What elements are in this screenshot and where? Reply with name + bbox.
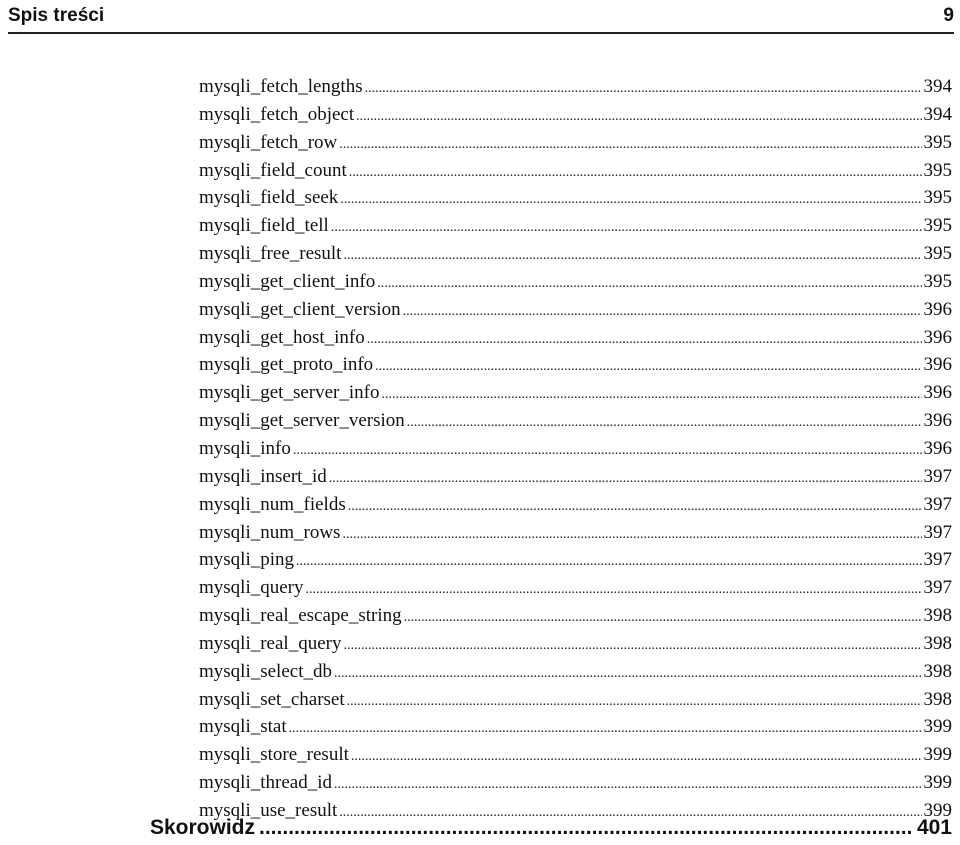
toc-entry-page: 397 (923, 577, 952, 599)
toc-list (199, 74, 952, 826)
toc-entry[interactable] (199, 464, 952, 492)
dot-leader (331, 215, 922, 241)
toc-entry[interactable] (199, 436, 952, 464)
toc-entry-page: 399 (923, 772, 952, 794)
dot-leader (348, 494, 922, 520)
toc-entry-label: mysqli_ping (199, 549, 295, 571)
toc-entry-label: mysqli_field_count (199, 159, 347, 181)
toc-entry-page: 397 (923, 465, 952, 487)
toc-entry-label: mysqli_query (199, 577, 304, 599)
toc-entry-page: 395 (923, 243, 952, 265)
dot-leader (367, 327, 922, 353)
toc-entry-page: 396 (923, 410, 952, 432)
dot-leader (381, 382, 921, 408)
dot-leader (365, 76, 922, 102)
toc-entry-page: 398 (923, 660, 952, 682)
dot-leader (351, 744, 922, 770)
dot-leader (296, 549, 921, 575)
toc-entry[interactable] (199, 520, 952, 548)
header-title: Spis treści (8, 5, 105, 26)
toc-entry-page: 395 (923, 159, 952, 181)
toc-entry[interactable] (199, 603, 952, 631)
dot-leader (375, 354, 921, 380)
toc-entry-page: 394 (923, 76, 952, 97)
toc-entry-label: mysqli_field_seek (199, 187, 339, 209)
dot-leader (293, 438, 922, 464)
toc-entry[interactable] (199, 687, 952, 715)
toc-entry[interactable] (199, 352, 952, 380)
toc-entry-label: mysqli_get_proto_info (199, 354, 374, 376)
toc-entry[interactable] (199, 770, 952, 798)
dot-leader (342, 522, 921, 548)
toc-entry-label: mysqli_get_host_info (199, 326, 365, 348)
dot-leader (377, 271, 921, 297)
toc-entry-page: 396 (923, 326, 952, 348)
toc-entry-label: mysqli_get_server_info (199, 382, 380, 404)
toc-entry-label: mysqli_fetch_object (199, 103, 355, 125)
toc-entry-label: mysqli_set_charset (199, 688, 345, 710)
toc-entry-label: mysqli_select_db (199, 660, 332, 682)
toc-entry-label: mysqli_stat (199, 716, 287, 738)
dot-leader (407, 410, 922, 436)
toc-entry-page: 399 (923, 744, 952, 766)
dot-leader (306, 577, 922, 603)
toc-entry-label: mysqli_info (199, 437, 291, 459)
toc-entry[interactable] (199, 213, 952, 241)
dot-leader (334, 772, 922, 798)
toc-entry-label: mysqli_free_result (199, 243, 342, 265)
toc-entry[interactable] (199, 547, 952, 575)
toc-entry[interactable] (199, 659, 952, 687)
toc-entry-page: 394 (923, 103, 952, 125)
toc-entry-label: mysqli_get_server_version (199, 410, 405, 432)
toc-entry[interactable] (199, 130, 952, 158)
toc-chapter-row[interactable] (150, 816, 952, 840)
toc-entry-label: mysqli_real_escape_string (199, 605, 402, 627)
toc-entry[interactable] (199, 74, 952, 102)
dot-leader (356, 104, 921, 130)
dot-leader (259, 816, 913, 840)
toc-entry-label: mysqli_fetch_lengths (199, 76, 363, 97)
toc-entry-page: 398 (923, 688, 952, 710)
toc-entry-page: 396 (923, 437, 952, 459)
toc-entry-label: mysqli_insert_id (199, 465, 327, 487)
toc-entry-page: 396 (923, 382, 952, 404)
toc-entry[interactable] (199, 241, 952, 269)
toc-entry[interactable] (199, 575, 952, 603)
dot-leader (334, 661, 922, 687)
toc-entry[interactable] (199, 408, 952, 436)
toc-entry-label: mysqli_real_query (199, 632, 342, 654)
toc-entry-label: mysqli_thread_id (199, 772, 332, 794)
toc-entry-page: 396 (923, 354, 952, 376)
dot-leader (289, 716, 922, 742)
toc-entry[interactable] (199, 631, 952, 659)
dot-leader (339, 132, 921, 158)
toc-entry[interactable] (199, 102, 952, 130)
toc-entry[interactable] (199, 269, 952, 297)
toc-entry[interactable] (199, 158, 952, 186)
toc-entry-label: mysqli_store_result (199, 744, 349, 766)
toc-entry-page: 395 (923, 187, 952, 209)
toc-entry-label: mysqli_get_client_version (199, 298, 401, 320)
toc-entry-label: mysqli_num_fields (199, 493, 346, 515)
toc-entry[interactable] (199, 714, 952, 742)
dot-leader (403, 299, 922, 325)
toc-entry[interactable] (199, 380, 952, 408)
chapter-page: 401 (916, 816, 952, 839)
toc-entry-page: 398 (923, 605, 952, 627)
dot-leader (347, 689, 922, 715)
toc-entry[interactable] (199, 185, 952, 213)
toc-entry-page: 399 (923, 716, 952, 738)
toc-entry-page: 399 (923, 799, 952, 821)
toc-entry-page: 395 (923, 215, 952, 237)
dot-leader (340, 187, 921, 213)
toc-entry[interactable] (199, 325, 952, 353)
toc-entry-label: mysqli_get_client_info (199, 270, 376, 292)
toc-entry-label: mysqli_fetch_row (199, 131, 338, 153)
toc-entry-label: mysqli_num_rows (199, 521, 341, 543)
dot-leader (343, 633, 921, 659)
toc-entry-page: 398 (923, 632, 952, 654)
toc-entry-page: 397 (923, 549, 952, 571)
toc-entry[interactable] (199, 297, 952, 325)
dot-leader (349, 160, 922, 186)
toc-entry-page: 395 (923, 131, 952, 153)
toc-entry-label: mysqli_use_result (199, 799, 338, 821)
toc-entry-page: 395 (923, 270, 952, 292)
dot-leader (343, 243, 921, 269)
toc-entry-page: 397 (923, 493, 952, 515)
header-page-number: 9 (943, 5, 954, 26)
dot-leader (329, 466, 922, 492)
toc-entry[interactable] (199, 492, 952, 520)
dot-leader (404, 605, 922, 631)
toc-entry[interactable] (199, 742, 952, 770)
chapter-label: Skorowidz (150, 816, 256, 839)
page-header (8, 2, 954, 34)
toc-entry-page: 397 (923, 521, 952, 543)
toc-entry-page: 396 (923, 298, 952, 320)
toc-entry-label: mysqli_field_tell (199, 215, 329, 237)
